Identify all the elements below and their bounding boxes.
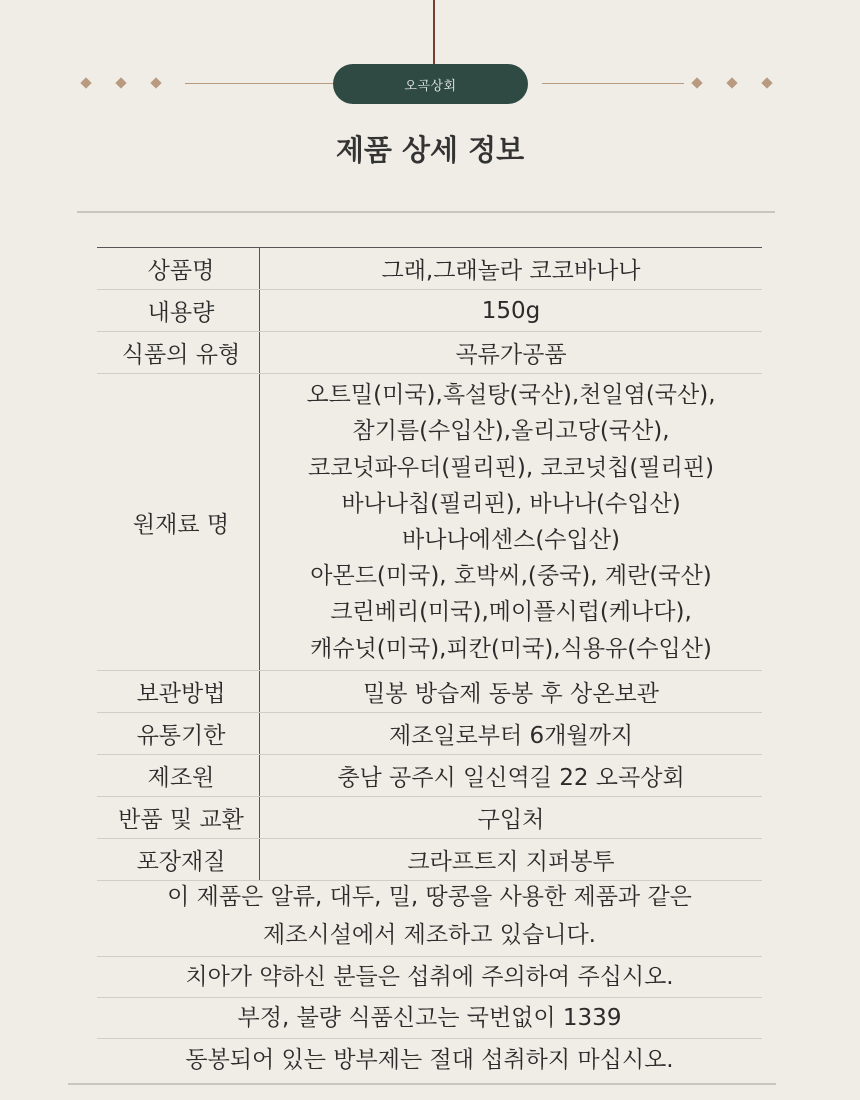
notice-line: 치아가 약하신 분들은 섭취에 주의하여 주십시오. (185, 964, 674, 990)
spec-row-returns (97, 797, 762, 839)
spec-value: 그래,그래놀라 코코바나나 (381, 258, 641, 284)
spec-row-manufacturer (97, 755, 762, 797)
spec-value: 충남 공주시 일신역길 22 오곡상회 (337, 765, 685, 791)
diamond-ornament-icon (115, 77, 126, 88)
ornament-line-right (542, 83, 684, 84)
notice-line: 이 제품은 알류, 대두, 밀, 땅콩을 사용한 제품과 같은 (167, 884, 692, 910)
spec-row-food-type (97, 332, 762, 374)
diamond-ornament-icon (691, 77, 702, 88)
spec-label: 보관방법 (97, 671, 260, 712)
ingredient-line: 크린베리(미국),메이플시럽(케나다), (330, 599, 692, 626)
diamond-ornament-icon (726, 77, 737, 88)
ingredient-line: 캐슈넛(미국),피칸(미국),식용유(수입산) (310, 635, 712, 662)
ingredient-line: 바나나에센스(수입산) (402, 527, 620, 553)
spec-label: 포장재질 (97, 839, 260, 880)
allergen-notice (97, 876, 762, 957)
bottom-divider (68, 1083, 776, 1085)
spec-value: 구입처 (477, 807, 545, 833)
spec-label: 상품명 (97, 248, 260, 289)
spec-label: 원재료 명 (97, 374, 260, 670)
spec-label: 유통기한 (97, 713, 260, 754)
spec-value: 제조일로부터 6개월까지 (388, 723, 634, 749)
spec-row-volume (97, 290, 762, 332)
spec-value: 150g (481, 297, 541, 324)
spec-label: 내용량 (97, 290, 260, 331)
title-divider (77, 211, 775, 213)
notice-line: 제조시설에서 제조하고 있습니다. (263, 922, 596, 948)
ingredient-line: 참기름(수입산),올리고당(국산), (352, 418, 670, 445)
spec-label: 식품의 유형 (97, 332, 260, 373)
ornament-line-left (185, 83, 333, 84)
ingredient-line: 오트밀(미국),흑설탕(국산),천일염(국산), (306, 382, 716, 409)
caution-notice (97, 957, 762, 998)
ingredient-line: 아몬드(미국), 호박씨,(중국), 계란(국산) (310, 563, 712, 590)
ingredients-list (260, 374, 762, 670)
spec-value: 크라프트지 지퍼봉투 (407, 849, 615, 875)
spec-row-packaging (97, 839, 762, 881)
notice-line: 부정, 불량 식품신고는 국번없이 1339 (237, 1005, 622, 1031)
diamond-ornament-icon (80, 77, 91, 88)
spec-row-expiry (97, 713, 762, 755)
ingredient-line: 바나나칩(필리핀), 바나나(수입산) (341, 490, 681, 517)
spec-row-product-name (97, 248, 762, 290)
spec-value: 곡류가공품 (455, 342, 567, 368)
diamond-ornament-icon (761, 77, 772, 88)
spec-label: 반품 및 교환 (97, 797, 260, 838)
ingredient-line: 코코넛파우더(필리핀), 코코넛칩(필리핀) (307, 454, 714, 481)
spec-label: 제조원 (97, 755, 260, 796)
product-spec-table (97, 247, 762, 881)
page-title: 제품 상세 정보 (335, 133, 525, 167)
diamond-ornament-icon (150, 77, 161, 88)
brand-badge: 오곡상회 (333, 64, 528, 104)
spec-row-storage (97, 671, 762, 713)
spec-value: 밀봉 방습제 동봉 후 상온보관 (363, 681, 659, 707)
spec-row-ingredients (97, 374, 762, 671)
notice-section (97, 876, 762, 1081)
notice-line: 동봉되어 있는 방부제는 절대 섭취하지 마십시오. (185, 1047, 674, 1073)
report-notice (97, 998, 762, 1039)
desiccant-notice (97, 1039, 762, 1081)
